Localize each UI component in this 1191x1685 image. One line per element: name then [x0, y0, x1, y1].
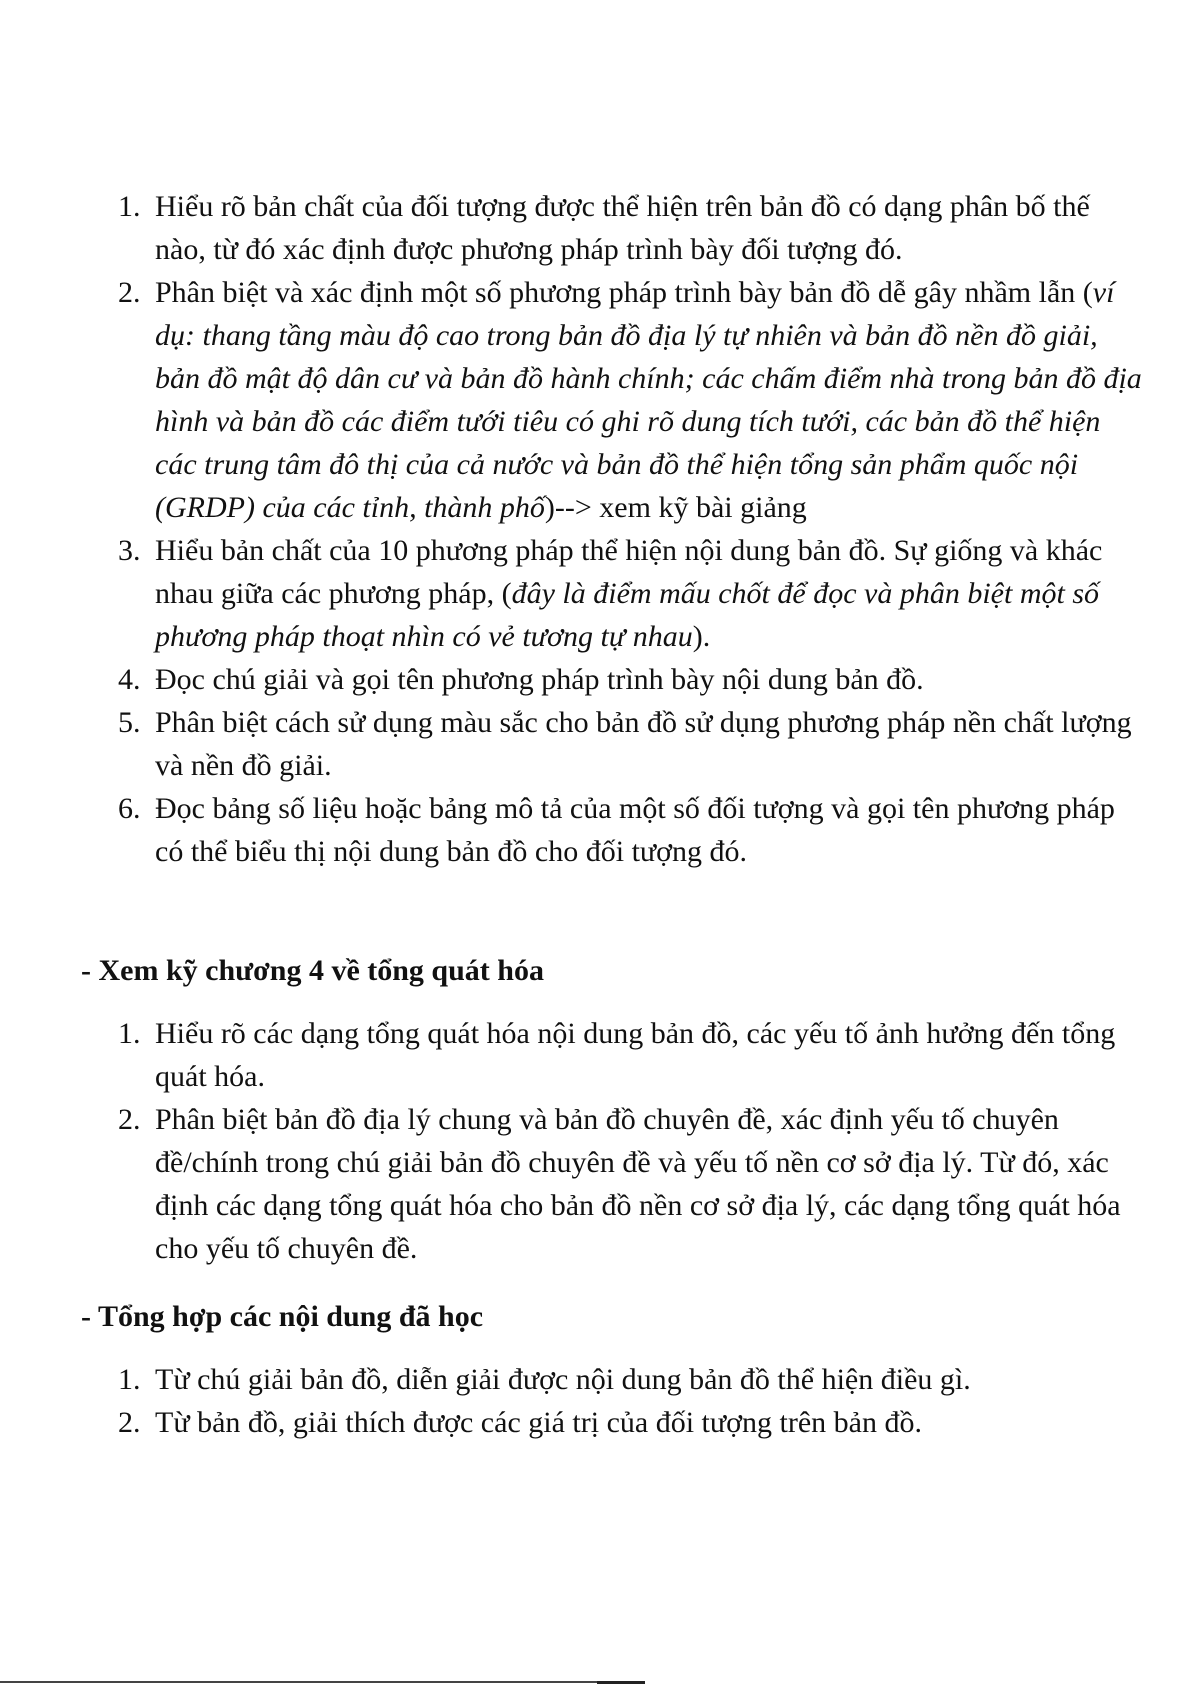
list-item [118, 1358, 1148, 1401]
list-item [118, 529, 1148, 658]
item-text-tail: )--> xem kỹ bài giảng [544, 491, 807, 524]
item-note-italic: đây là điểm mấu chốt để đọc và phân biệt một số phương pháp thoạt nhìn có vẻ tương tự nhau [155, 577, 1099, 653]
generalization-list [118, 1012, 1148, 1270]
section-heading-generalization: - Xem kỹ chương 4 về tổng quát hóa [81, 954, 544, 987]
item-text: Hiểu rõ bản chất của đối tượng được thể hiện trên bản đồ có dạng phân bố thế nào, từ đó xác định được phương pháp trình bày đối tượng đó. [155, 190, 1090, 266]
list-item [118, 185, 1148, 271]
item-text: Phân biệt cách sử dụng màu sắc cho bản đồ sử dụng phương pháp nền chất lượng và nền đồ giải. [155, 706, 1132, 782]
item-number: 6. [118, 792, 141, 825]
item-number: 1. [118, 1017, 141, 1050]
item-text: Phân biệt và xác định một số phương pháp trình bày bản đồ dễ gây nhầm lẫn ( [155, 276, 1093, 309]
footer-divider [0, 1681, 645, 1683]
summary-list [118, 1358, 1148, 1444]
list-item [118, 1012, 1148, 1098]
item-number: 5. [118, 706, 141, 739]
item-number: 2. [118, 1406, 141, 1439]
list-item [118, 1098, 1148, 1270]
item-text: Từ bản đồ, giải thích được các giá trị của đối tượng trên bản đồ. [155, 1406, 922, 1439]
item-text: Từ chú giải bản đồ, diễn giải được nội dung bản đồ thể hiện điều gì. [155, 1363, 971, 1396]
list-item [118, 787, 1148, 873]
list-item [118, 658, 1148, 701]
footer-divider-accent [597, 1681, 645, 1684]
section-heading-summary: - Tổng hợp các nội dung đã học [81, 1300, 484, 1333]
item-number: 2. [118, 276, 141, 309]
item-number: 3. [118, 534, 141, 567]
item-text: Phân biệt bản đồ địa lý chung và bản đồ chuyên đề, xác định yếu tố chuyên đề/chính trong chú giải bản đồ chuyên đề và yếu tố nền cơ sở địa lý. Từ đó, xác định các dạng tổng quát hóa cho bản đồ nền cơ sở địa lý, các dạng tổng quát hóa cho yếu tố chuyên đề. [155, 1103, 1121, 1265]
item-number: 2. [118, 1103, 141, 1136]
method-review-list [118, 185, 1148, 873]
item-text: Hiểu rõ các dạng tổng quát hóa nội dung bản đồ, các yếu tố ảnh hưởng đến tổng quát hóa. [155, 1017, 1116, 1093]
list-item [118, 701, 1148, 787]
item-number: 4. [118, 663, 141, 696]
item-text: Đọc chú giải và gọi tên phương pháp trình bày nội dung bản đồ. [155, 663, 924, 696]
list-item [118, 271, 1148, 529]
item-number: 1. [118, 190, 141, 223]
item-text: Hiểu bản chất của 10 phương pháp thể hiện nội dung bản đồ. Sự giống và khác nhau giữa các phương pháp, ( [155, 534, 1103, 610]
item-number: 1. [118, 1363, 141, 1396]
list-item [118, 1401, 1148, 1444]
item-text: Đọc bảng số liệu hoặc bảng mô tả của một số đối tượng và gọi tên phương pháp có thể biểu thị nội dung bản đồ cho đối tượng đó. [155, 792, 1115, 868]
item-example-italic: ví dụ: thang tầng màu độ cao trong bản đồ địa lý tự nhiên và bản đồ nền đồ giải, bản đồ mật độ dân cư và bản đồ hành chính; các chấm điểm nhà trong bản đồ địa hình và bản đồ các điểm tưới tiêu có ghi rõ dung tích tưới, các bản đồ thể hiện các trung tâm đô thị của cả nước và bản đồ thể hiện tổng sản phẩm quốc nội (GRDP) của các tỉnh, thành phố [155, 276, 1142, 524]
item-text-tail: ). [692, 620, 711, 653]
